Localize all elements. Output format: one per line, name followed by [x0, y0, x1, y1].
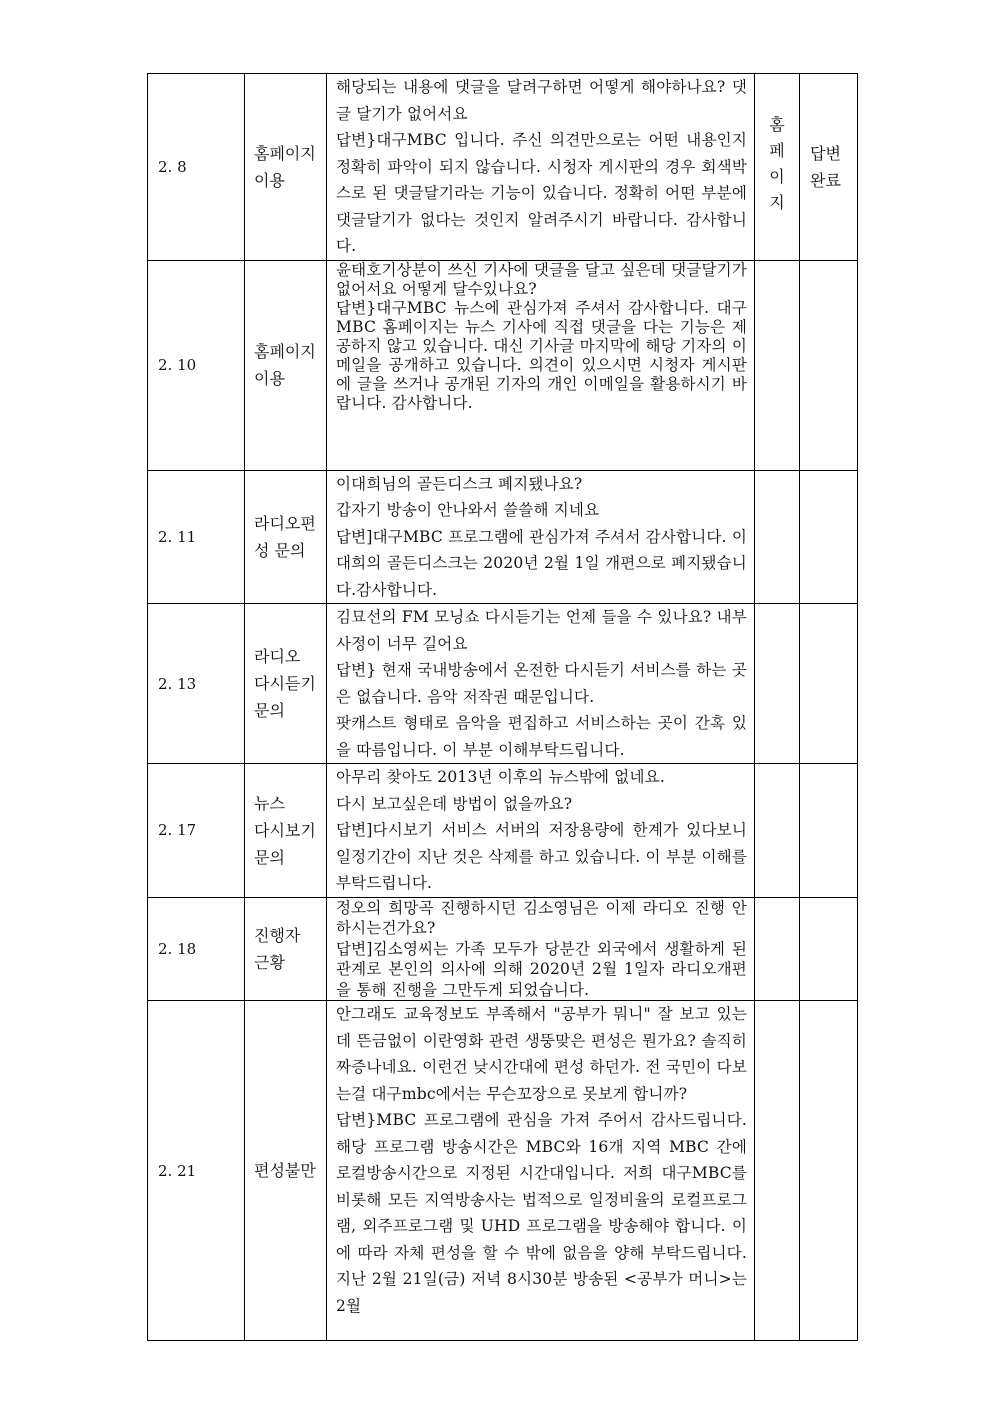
medium-cell	[755, 604, 800, 764]
table-row	[148, 897, 858, 1001]
date-cell: 2. 8	[148, 74, 245, 261]
question-text: 해당되는 내용에 댓글을 달려구하면 어떻게 해야하나요? 댓글 달기가 없어서요	[336, 78, 747, 123]
content-cell	[327, 74, 755, 261]
date-cell: 2. 17	[148, 764, 245, 898]
date-cell: 2. 11	[148, 470, 245, 604]
answer-text: 답변}MBC 프로그램에 관심을 가져 주어서 감사드립니다. 해당 프로그램 방송시간은 MBC와 16개 지역 MBC 간에 로컬방송시간으로 지정된 시간대입니다. 저희 대구MBC를 비롯해 모든 지역방송사는 법적으로 일정비율의 로컬프로그램, 외주프로그램 및 UHD 프로그램을 방송해야 합니다. 이에 따라 자체 편성을 할 수 밖에 없음을 양해 부탁드립니다. 지난 2월 21일(금) 저녁 8시30분 방송된 <공부가 머니>는 2월	[336, 1111, 747, 1315]
question-text: 이대희님의 골든디스크 폐지됐나요?	[336, 474, 583, 493]
status-cell	[800, 260, 858, 470]
answer-text: 팟캐스트 형태로 음악을 편집하고 서비스하는 곳이 간혹 있을 따름입니다. 이 부분 이해부탁드립니다.	[336, 714, 747, 759]
table-row	[148, 260, 858, 470]
category-cell: 라디오편 성 문의	[245, 470, 327, 604]
category-cell: 홈페이지 이용	[245, 74, 327, 261]
medium-cell	[755, 897, 800, 1001]
table-row	[148, 604, 858, 764]
inquiry-log-table	[147, 73, 858, 1341]
content-cell	[327, 764, 755, 898]
category-cell: 진행자 근황	[245, 897, 327, 1001]
question-text: 정오의 희망곡 진행하시던 김소영님은 이제 라디오 진행 안 하시는건가요?	[336, 898, 747, 937]
answer-text: 답변} 현재 국내방송에서 온전한 다시듣기 서비스를 하는 곳은 없습니다. 음악 저작권 때문입니다.	[336, 661, 747, 706]
inquiry-log-body	[148, 74, 858, 1341]
medium-cell	[755, 260, 800, 470]
status-cell	[800, 897, 858, 1001]
content-cell	[327, 897, 755, 1001]
question-text: 윤태호기상분이 쓰신 기사에 댓글을 달고 싶은데 댓글달기가 없어서요 어떻게 달수있나요?	[336, 260, 747, 298]
status-cell	[800, 604, 858, 764]
medium-cell	[755, 1001, 800, 1341]
answer-text: 답변]대구MBC 프로그램에 관심가져 주셔서 감사합니다. 이대희의 골든디스크는 2020년 2월 1일 개편으로 폐지됐습니다.감사합니다.	[336, 527, 747, 599]
date-cell: 2. 21	[148, 1001, 245, 1341]
status-cell	[800, 470, 858, 604]
content-cell	[327, 1001, 755, 1341]
date-cell: 2. 13	[148, 604, 245, 764]
medium-cell: 홈 페 이 지	[755, 74, 800, 261]
table-row	[148, 470, 858, 604]
table-row	[148, 1001, 858, 1341]
content-cell	[327, 604, 755, 764]
answer-text: 답변}대구MBC 입니다. 주신 의견만으로는 어떤 내용인지 정확히 파악이 되지 않습니다. 시청자 게시판의 경우 회색박스로 된 댓글달기라는 기능이 있습니다. 정확히 어떤 부분에 댓글달기가 없다는 것인지 알려주시기 바랍니다. 감사합니다.	[336, 131, 747, 255]
status-cell	[800, 764, 858, 898]
medium-cell	[755, 470, 800, 604]
category-cell: 라디오 다시듣기 문의	[245, 604, 327, 764]
content-cell	[327, 260, 755, 470]
table-row	[148, 764, 858, 898]
date-cell: 2. 10	[148, 260, 245, 470]
content-cell	[327, 470, 755, 604]
answer-text: 답변]김소영씨는 가족 모두가 당분간 외국에서 생활하게 된 관계로 본인의 의사에 의해 2020년 2월 1일자 라디오개편을 통해 진행을 그만두게 되었습니다.	[336, 939, 747, 999]
category-cell: 뉴스 다시보기 문의	[245, 764, 327, 898]
question-text: 다시 보고싶은데 방법이 없을까요?	[336, 794, 573, 813]
question-text: 갑자기 방송이 안나와서 쓸쓸해 지네요	[336, 501, 600, 519]
question-text: 김묘선의 FM 모닝쇼 다시듣기는 언제 들을 수 있나요? 내부사정이 너무 길어요	[336, 608, 747, 653]
answer-text: 답변]다시보기 서비스 서버의 저장용량에 한계가 있다보니 일정기간이 지난 것은 삭제를 하고 있습니다. 이 부분 이해를 부탁드립니다.	[336, 821, 747, 892]
question-text: 아무리 찾아도 2013년 이후의 뉴스밖에 없네요.	[336, 768, 665, 786]
status-cell: 답변 완료	[800, 74, 858, 261]
answer-text: 답변}대구MBC 뉴스에 관심가져 주셔서 감사합니다. 대구MBC 홈페이지는 뉴스 기사에 직접 댓글을 다는 기능은 제공하지 않고 있습니다. 대신 기사글 마지막에 해당 기자의 이메일을 공개하고 있습니다. 의견이 있으시면 시청자 게시판에 글을 쓰거나 공개된 기자의 개인 이메일을 활용하시기 바랍니다. 감사합니다.	[336, 298, 747, 412]
category-cell: 편성불만	[245, 1001, 327, 1341]
date-cell: 2. 18	[148, 897, 245, 1001]
category-cell: 홈페이지 이용	[245, 260, 327, 470]
status-cell	[800, 1001, 858, 1341]
table-row	[148, 74, 858, 261]
medium-cell	[755, 764, 800, 898]
question-text: 안그래도 교육정보도 부족해서 "공부가 뭐니" 잘 보고 있는데 뜬금없이 이란영화 관련 생뚱맞은 편성은 뭔가요? 솔직히 짜증나네요. 이런건 낮시간대에 편성 하던가. 전 국민이 다보는걸 대구mbc에서는 무슨꼬장으로 못보게 합니까?	[336, 1005, 747, 1103]
